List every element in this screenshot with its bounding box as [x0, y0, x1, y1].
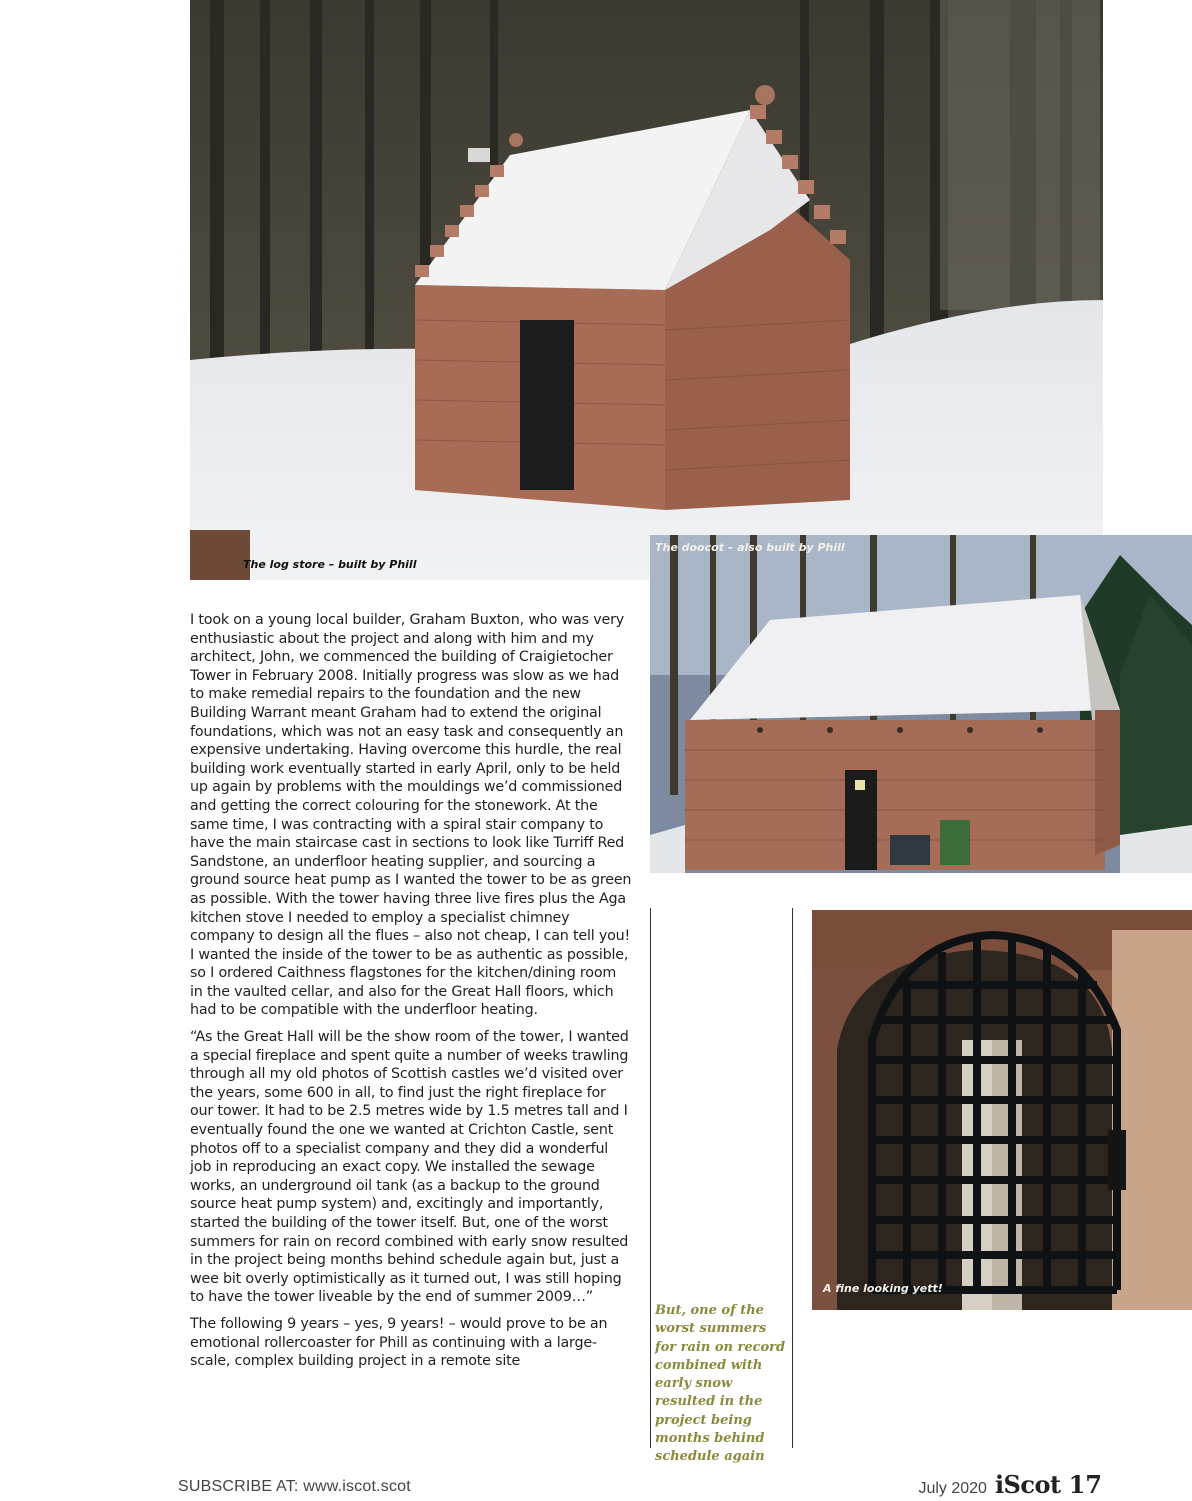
article-paragraph: The following 9 years – yes, 9 years! – would prove to be an emotional rollercoaster for Phill as continuing with a large-scale, complex building project in a remote site	[190, 1315, 608, 1370]
doocot-caption: The doocot – also built by Phill	[655, 541, 845, 554]
page-number: 17	[1068, 1470, 1102, 1499]
log-store-caption: The log store – built by Phill	[243, 558, 417, 571]
pull-quote: But, one of the worst summers for rain on record combined with early snow resulted in the project being months behind schedule again	[655, 1303, 786, 1465]
brand-logo: iScot	[994, 1470, 1061, 1499]
yett-photo	[812, 910, 1192, 1310]
log-store-photo	[190, 0, 1103, 580]
article-paragraph: I took on a young local builder, Graham Buxton, who was very enthusiastic about the project and along with him and my architect, John, we commenced the building of Craigietocher Tower in February 2008. Initially progress was slow as we had to make remedial repairs to the foundation and the new Building Warrant meant Graham had to extend the original foundations, which was not an easy task and consequently an expensive undertaking. Having overcome this hurdle, the real building work eventually started in early April, only to be held up again by problems with the mouldings we’d commissioned and getting the correct colouring for the stonework. At the same time, I was contracting with a spiral stair company to have the main staircase cast in sections to look like Turriff Red Sandstone, an underfloor heating supplier, and sourcing a ground source heat pump as I wanted the tower to be as green as possible. With the tower having three live fires plus the Aga kitchen stove I needed to employ a specialist chimney company to design all the flues – also not cheap, I can tell you! I wanted the inside of the tower to be as authentic as possible, so I ordered Caithness flagstones for the kitchen/dining room in the vaulted cellar, and also for the Great Hall floors, which had to be compatible with the underfloor heating.	[190, 612, 632, 1019]
article-paragraph: “As the Great Hall will be the show room of the tower, I wanted a special fireplace and spent quite a number of weeks trawling through all my old photos of Scottish castles we’d visited over the years, some 600 in all, to find just the right fireplace for our tower. It had to be 2.5 metres wide by 1.5 metres tall and I eventually found the one we wanted at Crichton Castle, sent photos off to a specialist company and they did a wonderful job in reproducing an exact copy. We installed the sewage works, an underground oil tank (as a backup to the ground source heat pump system) and, excitingly and importantly, started the building of the tower itself. But, one of the worst summers for rain on record combined with early snow resulted in the project being months behind schedule again but, just a wee bit overly optimistically as it turned out, I was still hoping to have the tower liveable by the end of summer 2009…”	[190, 1029, 629, 1306]
column-divider-left	[650, 908, 651, 1448]
article-body	[190, 611, 632, 1379]
issue-date: July 2020	[918, 1480, 987, 1497]
yett-caption: A fine looking yett!	[823, 1282, 943, 1295]
column-divider-right	[792, 908, 793, 1448]
subscribe-link[interactable]: SUBSCRIBE AT: www.iscot.scot	[178, 1478, 411, 1495]
footer-folio	[918, 1470, 1102, 1499]
doocot-photo	[650, 535, 1192, 873]
